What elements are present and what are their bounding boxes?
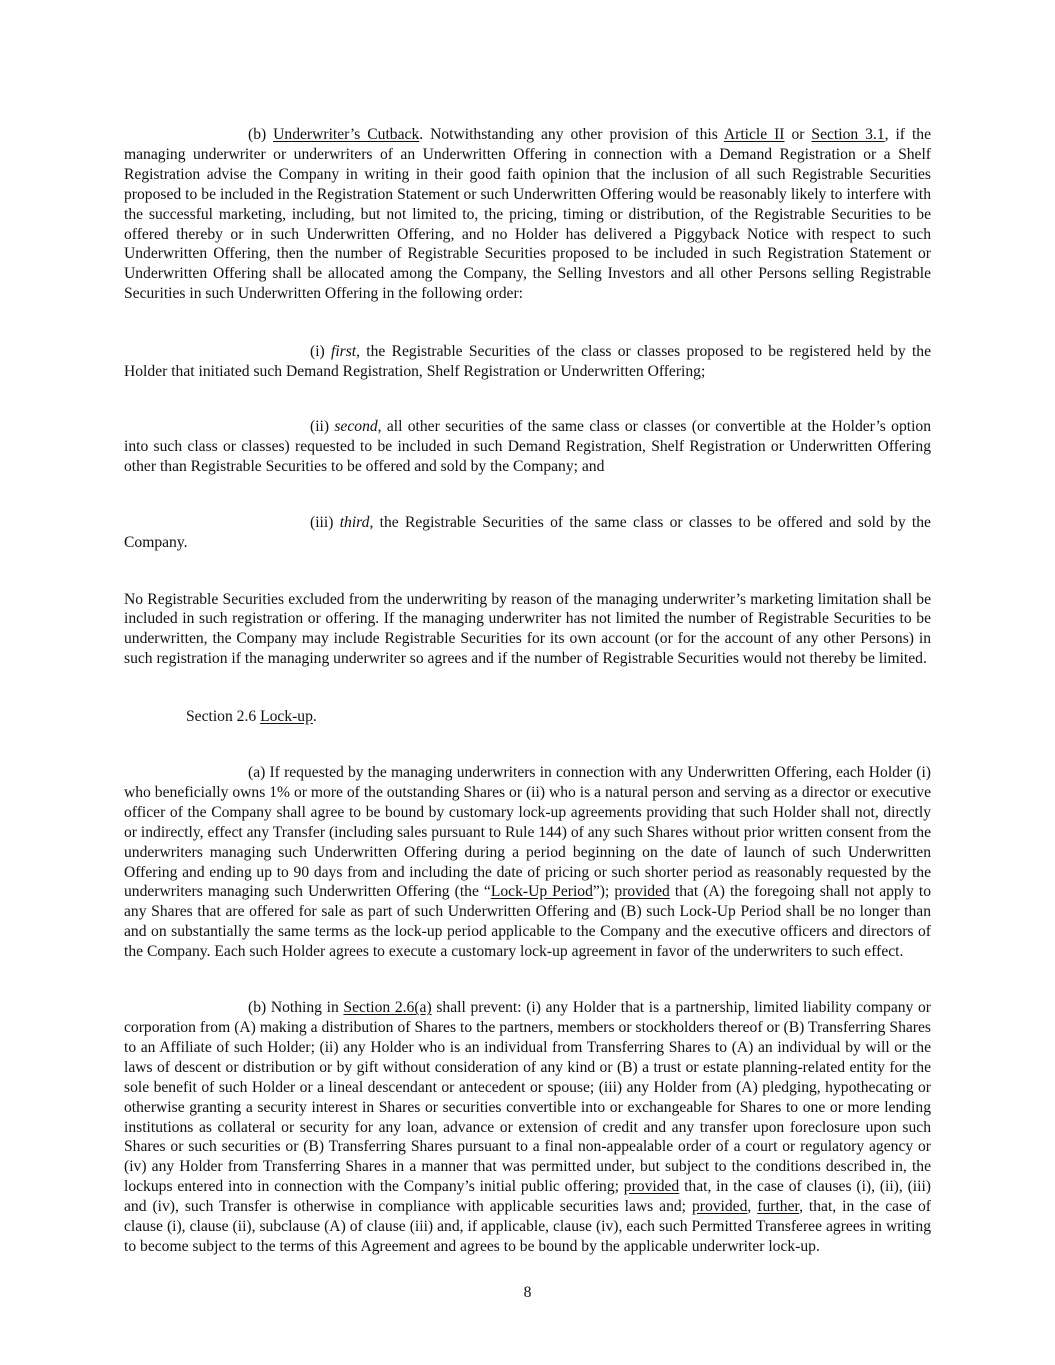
paragraph-text: that, in the case of clauses (i), (ii), (iii) and (iv), such Transfer is otherwise in compliance with applicable securities laws and; (124, 1178, 931, 1216)
clause-label: (i) (310, 343, 331, 361)
paragraph-text: , that, in the case of clause (i), clause (ii), subclause (A) of clause (iii) and, if applicable, clause (iv), each such Permitted Transferee agrees in writing to become subject to the terms of this Agreement and agrees to be bound by the applicable underwriter lock-up. (124, 1198, 932, 1255)
paragraph-underwriters-cutback (124, 125, 931, 304)
clause-text: , the Registrable Securities of the same class or classes to be offered and sold by the Company. (124, 513, 931, 551)
lockup-paragraph-a (124, 763, 931, 962)
section-2-6-heading (124, 707, 931, 727)
lockup-paragraph-b (124, 998, 931, 1257)
clause-label: (ii) (310, 417, 335, 435)
paragraph-text: , if the managing underwriter or underwriters of an Underwritten Offering in connection with a Demand Registration or a Shelf Registration advise the Company in writing in their good faith opinion that the inclusion of all such Registrable Securities proposed to be included in the Registration Statement or such Underwritten Offering would be reasonably likely to interfere with the successful marketing, including, but not limited to, the pricing, timing or distribution, of the Registrable Securities to be offered thereby or in such Underwritten Offering, and no Holder has delivered a Piggyback Notice with respect to such Underwritten Offering, then the number of Registrable Securities proposed to be included in such Registration Statement or Underwritten Offering shall be allocated among the Company, the Selling Investors and all other Persons selling Registrable Securities in such Underwritten Offering in the following order: (124, 126, 931, 303)
section-period: . (312, 708, 317, 726)
clause-label: (iii) (310, 513, 340, 531)
clause-term: second (334, 417, 378, 435)
section-title: Lock-up (260, 708, 313, 726)
clause-ii (124, 417, 931, 477)
provided-term: provided (614, 883, 670, 901)
paragraph-text: (b) Nothing in (248, 999, 344, 1017)
paragraph-text: . Notwithstanding any other provision of this (419, 126, 724, 143)
paragraph-text: (a) If requested by the managing underwriters in connection with any Underwritten Offering, each Holder (i) who beneficially owns 1% or more of the outstanding Shares or (ii) who is a natural person and serving as a director or executive officer of the Company shall agree to be bound by customary lock-up agreements providing that such Holder shall not, directly or indirectly, effect any Transfer (including sales pursuant to Rule 144) of any such Shares without prior written consent from the underwriters managing such Underwritten Offering during a period beginning on the date of launch of such Underwritten Offering and ending up to 90 days from and including the date of pricing or such shorter period as reasonably requested by the underwriters managing such Underwritten Offering (the “ (124, 764, 931, 901)
article-ii-reference: Article II (723, 126, 785, 143)
paragraph-text: shall prevent: (i) any Holder that is a partnership, limited liability company or corporation from (A) making a distribution of Shares to the partners, members or stockholders thereof or (B) Transferring Shares to an Affiliate of such Holder; (ii) any Holder who is an individual from Transferring Shares to (A) an individual by will or the laws of descent or distribution or by gift without consideration of any kind or (B) a trust or estate planning-related entity for the sole benefit of such Holder or a lineal descendant or antecedent or spouse; (iii) any Holder from (A) pledging, hypothecating or otherwise granting a security interest in Shares or securities convertible into or exchangeable for Shares to one or more lending institutions as collateral or security for any loan, advance or extension of credit and any transfer upon foreclosure upon such Shares or such securities or (B) Transferring Shares pursuant to a final non-appealable order of a court or regulatory agency or (iv) any Holder from Transferring Shares in a manner that was permitted under, but subject to the conditions described in, the lockups entered into in connection with the Company’s initial public offering; (124, 999, 931, 1196)
paragraph-text: ”); (592, 883, 615, 901)
provided-term: provided (691, 1198, 748, 1216)
clause-text: , the Registrable Securities of the class or classes proposed to be registered held by the Holder that initiated such Demand Registration, Shelf Registration or Underwritten Offering; (124, 343, 932, 381)
further-term: further (757, 1198, 800, 1216)
clause-text: , all other securities of the same class or classes (or convertible at the Holder’s option into such class or classes) requested to be included in such Demand Registration, Shelf Registration or Underwritten Offering other than Registrable Securities to be offered and sold by the Company; and (124, 417, 931, 475)
clause-iii (124, 513, 931, 553)
clause-i (124, 342, 931, 382)
section-number: Section 2.6 (186, 708, 261, 726)
paragraph-text: or (784, 126, 812, 143)
clause-term: third (339, 513, 370, 531)
paragraph-text: , (747, 1198, 758, 1216)
page-number: 8 (523, 1284, 532, 1301)
lock-up-period-term: Lock-Up Period (490, 883, 593, 901)
paragraph-text: that (A) the foregoing shall not apply to any Shares that are offered for sale as part of such Underwritten Offering and (B) such Lock-Up Period shall be no longer than and on substantially the same terms as the lock-up period applicable to the Company and the executive officers and directors of the Company. Each such Holder agrees to execute a customary lock-up agreement in favor of the underwriters to such effect. (124, 883, 932, 961)
underwriters-cutback-heading: Underwriter’s Cutback (273, 126, 420, 143)
section-3-1-reference: Section 3.1 (811, 126, 885, 143)
provided-term: provided (623, 1178, 680, 1196)
cutback-tail-paragraph: No Registrable Securities excluded from the underwriting by reason of the managing underwriter’s marketing limitation shall be included in such registration or offering. If the managing underwriter has not limited the number of Registrable Securities to be underwritten, the Company may include Registrable Securities for its own account (or for the account of any other Persons) in such registration if the managing underwriter so agrees and if the number of Registrable Securities would not thereby be limited. (124, 590, 931, 668)
section-2-6a-reference: Section 2.6(a) (343, 999, 432, 1017)
paragraph-label: (b) (248, 126, 274, 143)
clause-term: first (330, 343, 357, 361)
document-page (124, 125, 931, 1257)
